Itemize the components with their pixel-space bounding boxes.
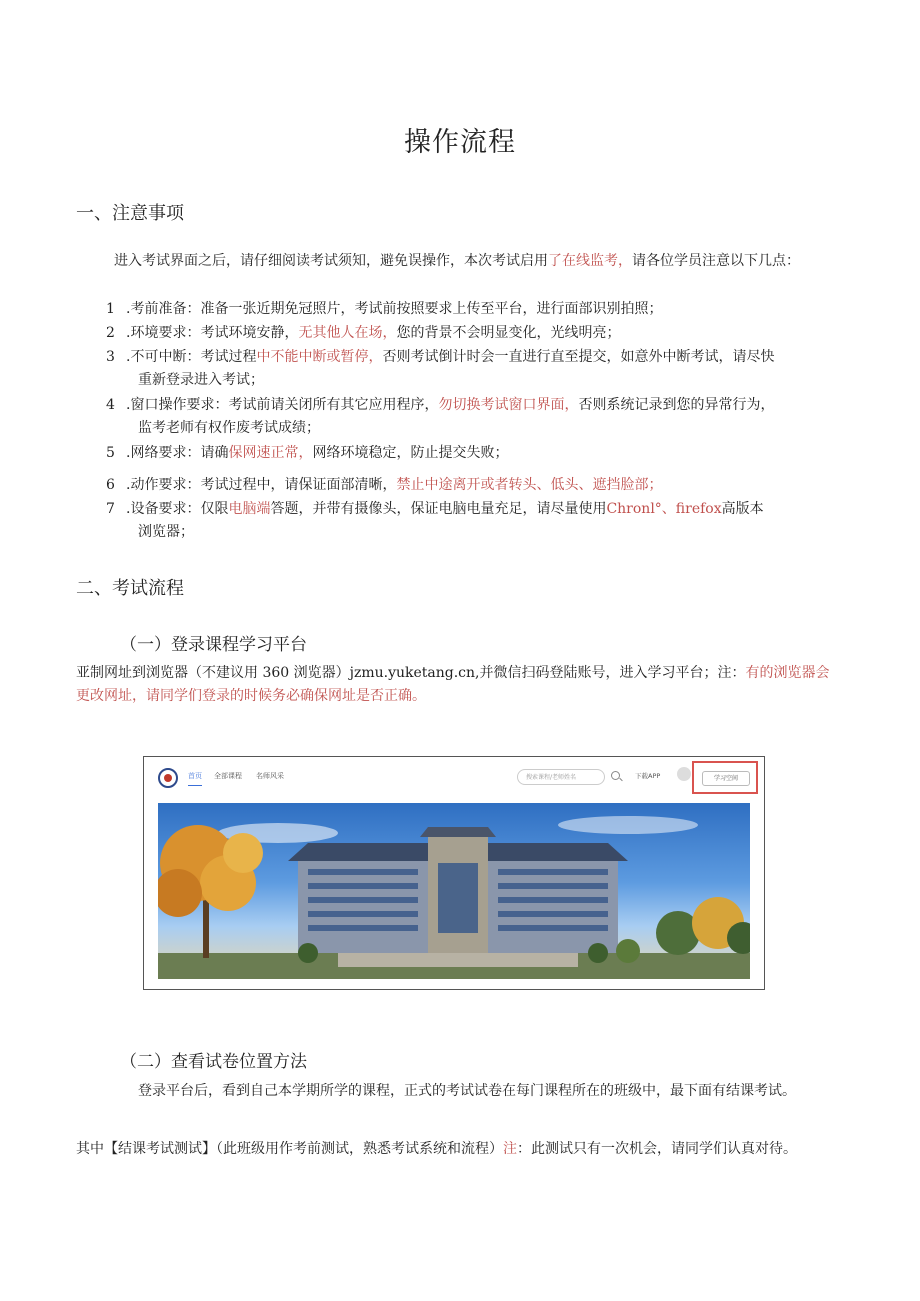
list-item: 4 .窗口操作要求：考试前请关闭所有其它应用程序，勿切换考试窗口界面，否则系统记录到您的异常行为， 监考老师有权作废考试成绩；	[106, 397, 775, 436]
nav-famous-teachers[interactable]: 名师风采	[256, 772, 284, 780]
section-heading-process: 二、考试流程	[76, 578, 184, 599]
search-icon[interactable]	[611, 771, 620, 780]
notes-intro: 进入考试界面之后，请仔细阅读考试须知，避免误操作，本次考试启用了在线监考，请各位学员注意以下几点：	[114, 253, 800, 269]
study-space-highlight	[692, 761, 758, 794]
list-item: 7 .设备要求：仅限电脑端答题，并带有摄像头，保证电脑电量充足，请尽量使用Chronl°、firefox高版本 浏览器；	[106, 501, 764, 540]
section-heading-notes: 一、注意事项	[76, 203, 184, 224]
platform-navbar	[144, 757, 764, 801]
page-title: 操作流程	[404, 127, 516, 158]
campus-banner-image	[158, 803, 750, 979]
avatar[interactable]	[677, 767, 691, 781]
list-item: 6 .动作要求：考试过程中，请保证面部清晰，禁止中途离开或者转头、低头、遮挡脸部；	[106, 477, 663, 493]
campus-building-illustration	[158, 803, 750, 979]
list-item: 5 .网络要求：请确保网速正常，网络环境稳定，防止提交失败；	[106, 445, 509, 461]
nav-all-courses[interactable]: 全部课程	[214, 772, 242, 780]
search-input[interactable]: 搜索课程/老师姓名	[517, 769, 605, 785]
subsection-heading-exam-location: （二）查看试卷位置方法	[120, 1052, 307, 1072]
university-logo-icon	[158, 768, 178, 788]
list-item: 2 .环境要求：考试环境安静，无其他人在场，您的背景不会明显变化，光线明亮；	[106, 325, 621, 341]
list-item: 1 .考前准备：准备一张近期免冠照片，考试前按照要求上传至平台，进行面部识别拍照；	[106, 301, 663, 317]
login-instructions: 亚制网址到浏览器（不建议用 360 浏览器）jzmu.yuketang.cn,并微信扫码登陆账号，进入学习平台；注：有的浏览器会更改网址，请同学们登录的时候务必确保网址是否正确。	[76, 665, 830, 704]
nav-home[interactable]: 首页	[188, 772, 202, 780]
platform-screenshot	[143, 756, 765, 990]
study-space-button[interactable]: 学习空间	[702, 771, 750, 786]
list-item: 3 .不可中断：考试过程中不能中断或暂停，否则考试倒计时会一直进行直至提交，如意外中断考试，请尽快 重新登录进入考试；	[106, 349, 775, 388]
subsection-heading-login: （一）登录课程学习平台	[120, 635, 307, 655]
exam-location-paragraph: 登录平台后，看到自己本学期所学的课程，正式的考试试卷在每门课程所在的班级中，最下面有结课考试。	[138, 1083, 796, 1099]
test-note-paragraph: 其中【结课考试测试】（此班级用作考前测试，熟悉考试系统和流程）注：此测试只有一次机会，请同学们认真对待。	[76, 1141, 797, 1157]
download-app-link[interactable]: 下载APP	[635, 772, 661, 780]
